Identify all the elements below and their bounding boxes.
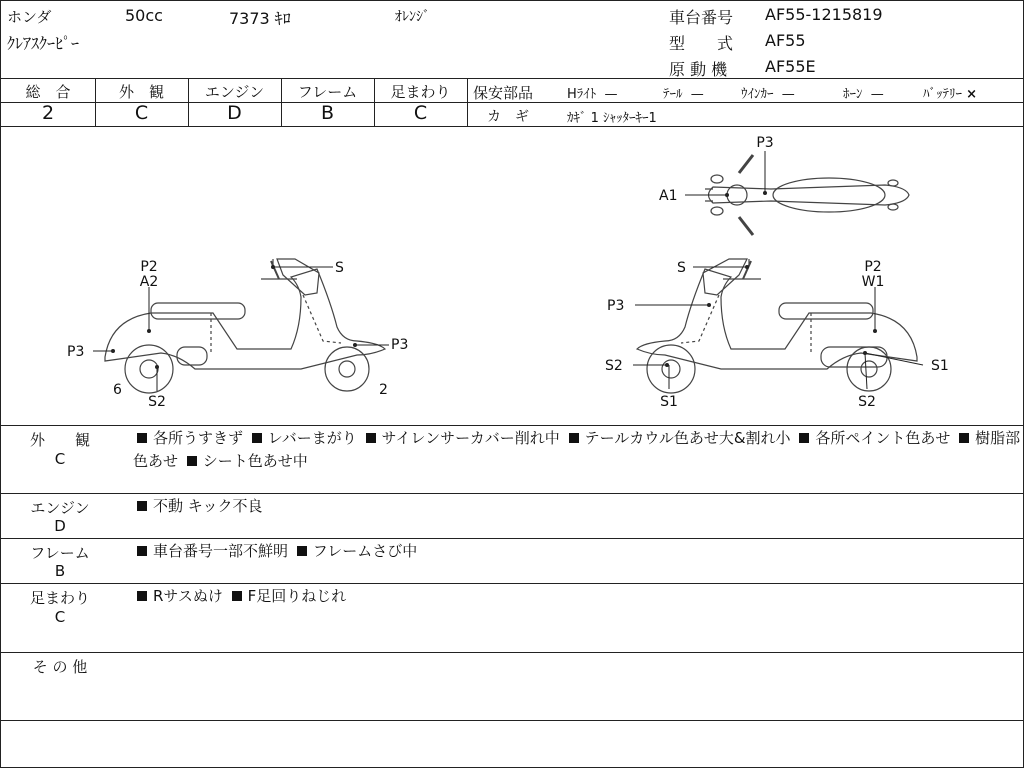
remark-text-suspension: Rサスぬけ F足回りねじれ (133, 585, 1021, 608)
label-right-s1-rear: S1 (931, 358, 949, 374)
safety-item-winker: ｳｲﾝｶｰ — (741, 87, 795, 102)
model-label: 型 式 (669, 34, 734, 53)
label-left-s2: S2 (148, 394, 166, 410)
remark-label-suspension: 足まわり (29, 589, 90, 607)
safety-label: 保安部品 (473, 84, 534, 102)
grade-value-frame: B (320, 102, 335, 124)
remark-label-other: そ の 他 (32, 658, 88, 676)
model-name: ｸﾚｱｽｸｰﾋﾟｰ (7, 34, 80, 53)
remark-grade-exterior: C (54, 450, 66, 468)
grade-label-suspension: 足まわり (390, 83, 451, 101)
bullet-square-icon (297, 546, 307, 556)
safety-item-horn: ﾎｰﾝ — (843, 87, 884, 102)
label-right-s1-front: S1 (660, 394, 678, 410)
divider (1, 720, 1023, 721)
bullet-square-icon (137, 501, 147, 511)
grade-label-exterior: 外 観 (118, 83, 164, 101)
label-left-a2: A2 (139, 274, 159, 290)
remark-grade-frame: B (54, 562, 66, 580)
model-code: AF55 (765, 31, 806, 50)
bullet-square-icon (232, 591, 242, 601)
divider (1, 425, 1023, 426)
frame-no-label: 車台番号 (669, 8, 734, 27)
label-right-w1: W1 (861, 274, 885, 290)
label-left-p2: P2 (140, 259, 158, 275)
remark-text-engine: 不動 キック不良 (133, 495, 1021, 518)
color: ｵﾚﾝｼﾞ (395, 9, 430, 25)
safety-item-headlight: Hﾗｲﾄ — (567, 87, 618, 102)
divider (1, 78, 1023, 79)
label-left-two: 2 (379, 382, 388, 398)
divider (1, 493, 1023, 494)
label-left-s: S (335, 260, 344, 276)
grade-label-overall: 総 合 (25, 83, 71, 101)
key-value: ｶｷﾞ 1 ｼｬｯﾀｰｷｰ1 (567, 111, 657, 126)
divider (1, 652, 1023, 653)
label-left-p3-front: P3 (67, 344, 85, 360)
label-top-a1: A1 (659, 188, 678, 204)
bullet-square-icon (252, 433, 262, 443)
divider (467, 78, 468, 126)
label-right-p3: P3 (607, 298, 625, 314)
remark-label-engine: エンジン (30, 499, 90, 517)
bullet-square-icon (137, 591, 147, 601)
label-top-p3: P3 (756, 135, 774, 151)
bullet-square-icon (137, 433, 147, 443)
label-left-p3-rear: P3 (391, 337, 409, 353)
remark-grade-suspension: C (54, 608, 66, 626)
scooter-top-view-icon (705, 155, 909, 235)
remark-text-exterior: 各所うすきず レバーまがり サイレンサーカバー削れ中 テールカウル色あせ大&割れ小 各所ペイント色あせ 樹脂部色あせ シート色あせ中 (133, 429, 1021, 470)
displacement: 50cc (125, 6, 163, 25)
label-right-s2-rear: S2 (858, 394, 876, 410)
maker: ホンダ (7, 8, 52, 26)
grade-label-frame: フレーム (297, 83, 358, 101)
safety-item-tail: ﾃｰﾙ — (663, 87, 704, 102)
safety-item-battery: ﾊﾞｯﾃﾘｰ × (923, 87, 978, 102)
grade-value-exterior: C (134, 102, 149, 124)
grade-value-overall: 2 (41, 102, 55, 124)
bullet-square-icon (959, 433, 969, 443)
label-right-s: S (677, 260, 686, 276)
key-label: カ ギ (487, 109, 529, 125)
bullet-square-icon (569, 433, 579, 443)
remark-text-frame: 車台番号一部不鮮明 フレームさび中 (133, 540, 1021, 563)
divider (1, 538, 1023, 539)
divider (467, 102, 1023, 103)
bullet-square-icon (137, 546, 147, 556)
engine-label: 原 動 機 (669, 60, 728, 79)
bullet-square-icon (366, 433, 376, 443)
label-right-s2-front: S2 (605, 358, 623, 374)
label-right-p2: P2 (864, 259, 882, 275)
remark-label-frame: フレーム (30, 544, 90, 562)
engine-code: AF55E (765, 57, 816, 76)
damage-diagram (1, 127, 1023, 425)
bullet-square-icon (799, 433, 809, 443)
grade-value-engine: D (227, 102, 242, 124)
mileage: 7373 ｷﾛ (229, 9, 291, 28)
grade-label-engine: エンジン (204, 83, 265, 101)
label-left-six: 6 (113, 382, 122, 398)
bullet-square-icon (187, 456, 197, 466)
frame-no: AF55-1215819 (765, 5, 883, 24)
grade-value-suspension: C (413, 102, 428, 124)
remark-grade-engine: D (54, 517, 66, 535)
divider (1, 583, 1023, 584)
remark-label-exterior: 外 観 (29, 431, 90, 449)
